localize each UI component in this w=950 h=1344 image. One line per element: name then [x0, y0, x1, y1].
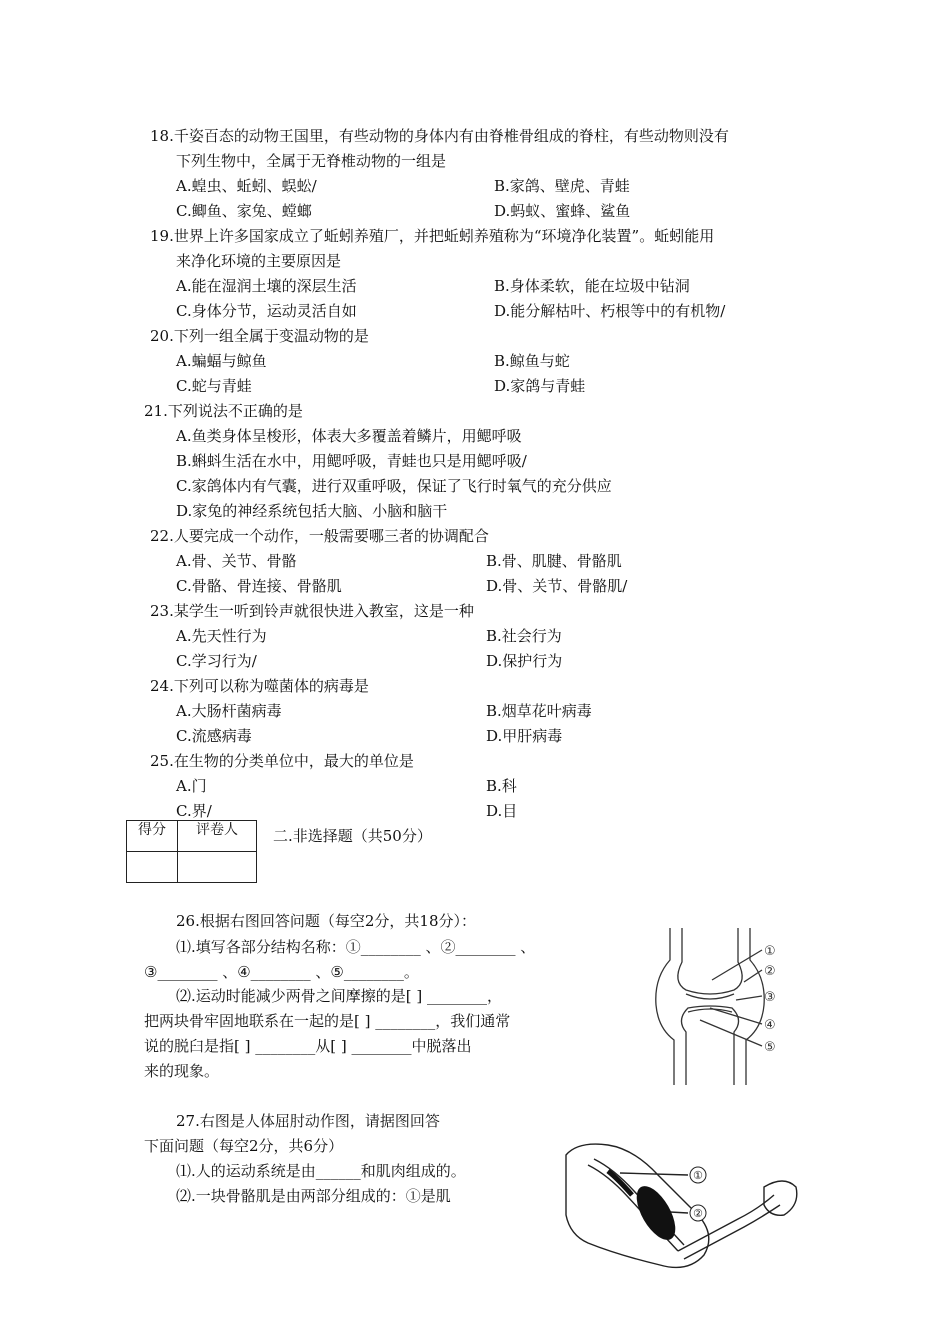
- q18-option-d: D.蚂蚁、蜜蜂、鲨鱼: [494, 202, 631, 220]
- q26-stem: 26.根据右图回答问题（每空2分，共18分）：: [176, 912, 476, 930]
- lower-bone: [681, 1006, 738, 1085]
- q21-stem: 21.下列说法不正确的是: [144, 402, 303, 420]
- q21-option-d: D.家兔的神经系统包括大脑、小脑和脑干: [176, 502, 448, 520]
- q19-stem-line1: 19.世界上许多国家成立了蚯蚓养殖厂，并把蚯蚓养殖称为“环境净化装置”。蚯蚓能用: [150, 227, 715, 245]
- q22-option-c: C.骨骼、骨连接、骨骼肌: [176, 577, 342, 595]
- q23-option-a: A.先天性行为: [176, 627, 267, 645]
- q22-option-a: A.骨、关节、骨骼: [176, 552, 297, 570]
- arm-label-1: ①: [693, 1169, 703, 1182]
- q26-part2-line3: 说的脱臼是指[ ] ________从[ ] ________中脱落出: [144, 1037, 472, 1055]
- diagram-label-4: ④: [764, 1018, 776, 1033]
- q23-option-d: D.保护行为: [486, 652, 563, 670]
- arm-label-2: ②: [693, 1207, 703, 1220]
- q19-option-a: A.能在湿润土壤的深层生活: [176, 277, 357, 295]
- q22-stem: 22.人要完成一个动作，一般需要哪三者的协调配合: [150, 527, 489, 545]
- q23-option-b: B.社会行为: [486, 627, 562, 645]
- q25-option-a: A.门: [176, 777, 207, 795]
- q19-option-d: D.能分解枯叶、朽根等中的有机物/: [494, 302, 726, 320]
- q27-part2: ⑵.一块骨骼肌是由两部分组成的：①是肌: [176, 1187, 451, 1205]
- q27-part1: ⑴.人的运动系统是由______和肌肉组成的。: [176, 1162, 466, 1180]
- q23-option-c: C.学习行为/: [176, 652, 257, 670]
- q25-option-b: B.科: [486, 777, 517, 795]
- diagram-label-5: ⑤: [764, 1040, 776, 1055]
- q20-option-d: D.家鸽与青蛙: [494, 377, 586, 395]
- cartilage-upper: [686, 994, 734, 999]
- upper-bone: [678, 928, 742, 994]
- section-2-heading: 二.非选择题（共50分）: [273, 827, 432, 845]
- q26-part2-line4: 来的现象。: [144, 1062, 220, 1080]
- grader-cell[interactable]: [178, 852, 257, 883]
- joint-diagram: [640, 920, 800, 1090]
- diagram-label-1: ①: [764, 944, 776, 959]
- q26-part1-line1: ⑴.填写各部分结构名称：①________ 、②________ 、: [176, 938, 536, 956]
- q23-stem: 23.某学生一听到铃声就很快进入教室，这是一种: [150, 602, 474, 620]
- q18-option-c: C.鲫鱼、家兔、螳螂: [176, 202, 312, 220]
- fist-outline: [764, 1181, 797, 1215]
- joint-capsule-left: [656, 928, 674, 1085]
- joint-capsule-right: [746, 928, 764, 1085]
- diagram-label-3: ③: [764, 990, 776, 1005]
- q24-option-c: C.流感病毒: [176, 727, 252, 745]
- upper-arm-outline: [566, 1144, 709, 1267]
- score-cell[interactable]: [127, 852, 178, 883]
- forearm-bone: [678, 1195, 774, 1251]
- q19-option-b: B.身体柔软，能在垃圾中钻洞: [494, 277, 690, 295]
- q20-stem: 20.下列一组全属于变温动物的是: [150, 327, 369, 345]
- cartilage-lower: [688, 1009, 732, 1012]
- score-header: 得分: [127, 821, 178, 852]
- q25-option-c: C.界/: [176, 802, 212, 820]
- q18-stem-line2: 下列生物中，全属于无脊椎动物的一组是: [176, 152, 447, 170]
- q22-option-d: D.骨、关节、骨骼肌/: [486, 577, 628, 595]
- q20-option-c: C.蛇与青蛙: [176, 377, 252, 395]
- q25-stem: 25.在生物的分类单位中，最大的单位是: [150, 752, 414, 770]
- q26-part2-line1: ⑵.运动时能减少两骨之间摩擦的是[ ] ________，: [176, 987, 503, 1005]
- q24-option-b: B.烟草花叶病毒: [486, 702, 592, 720]
- q21-option-a: A.鱼类身体呈梭形，体表大多覆盖着鳞片，用鳃呼吸: [176, 427, 522, 445]
- leader-line-3: [736, 996, 762, 1000]
- muscle-tendon: [608, 1171, 632, 1195]
- arm-leader-line-1: [620, 1173, 688, 1175]
- q24-stem: 24.下列可以称为噬菌体的病毒是: [150, 677, 369, 695]
- q26-part1-line2: ③________ 、④________ 、⑤________。: [144, 963, 419, 981]
- q21-option-b: B.蝌蚪生活在水中，用鳃呼吸，青蛙也只是用鳃呼吸/: [176, 452, 527, 470]
- grader-header: 评卷人: [178, 821, 257, 852]
- q19-stem-line2: 来净化环境的主要原因是: [176, 252, 342, 270]
- q18-option-b: B.家鸽、壁虎、青蛙: [494, 177, 630, 195]
- q18-option-a: A.蝗虫、蚯蚓、蜈蚣/: [176, 177, 317, 195]
- q27-stem-line2: 下面问题（每空2分，共6分）: [144, 1137, 344, 1155]
- q18-stem-line1: 18.千姿百态的动物王国里，有些动物的身体内有由脊椎骨组成的脊柱，有些动物则没有: [150, 127, 729, 145]
- q20-option-a: A.蝙蝠与鲸鱼: [176, 352, 267, 370]
- q25-option-d: D.目: [486, 802, 518, 820]
- arm-flexion-diagram: [548, 1135, 800, 1285]
- q24-option-a: A.大肠杆菌病毒: [176, 702, 282, 720]
- leader-line-4: [710, 1008, 762, 1024]
- q27-stem-line1: 27.右图是人体屈肘动作图，请据图回答: [176, 1112, 440, 1130]
- q22-option-b: B.骨、肌腱、骨骼肌: [486, 552, 622, 570]
- score-table: [126, 820, 257, 883]
- q24-option-d: D.甲肝病毒: [486, 727, 563, 745]
- q26-part2-line2: 把两块骨牢固地联系在一起的是[ ] ________，我们通常: [144, 1012, 511, 1030]
- q20-option-b: B.鲸鱼与蛇: [494, 352, 570, 370]
- q19-option-c: C.身体分节，运动灵活自如: [176, 302, 357, 320]
- q21-option-c: C.家鸽体内有气囊，进行双重呼吸，保证了飞行时氧气的充分供应: [176, 477, 612, 495]
- diagram-label-2: ②: [764, 964, 776, 979]
